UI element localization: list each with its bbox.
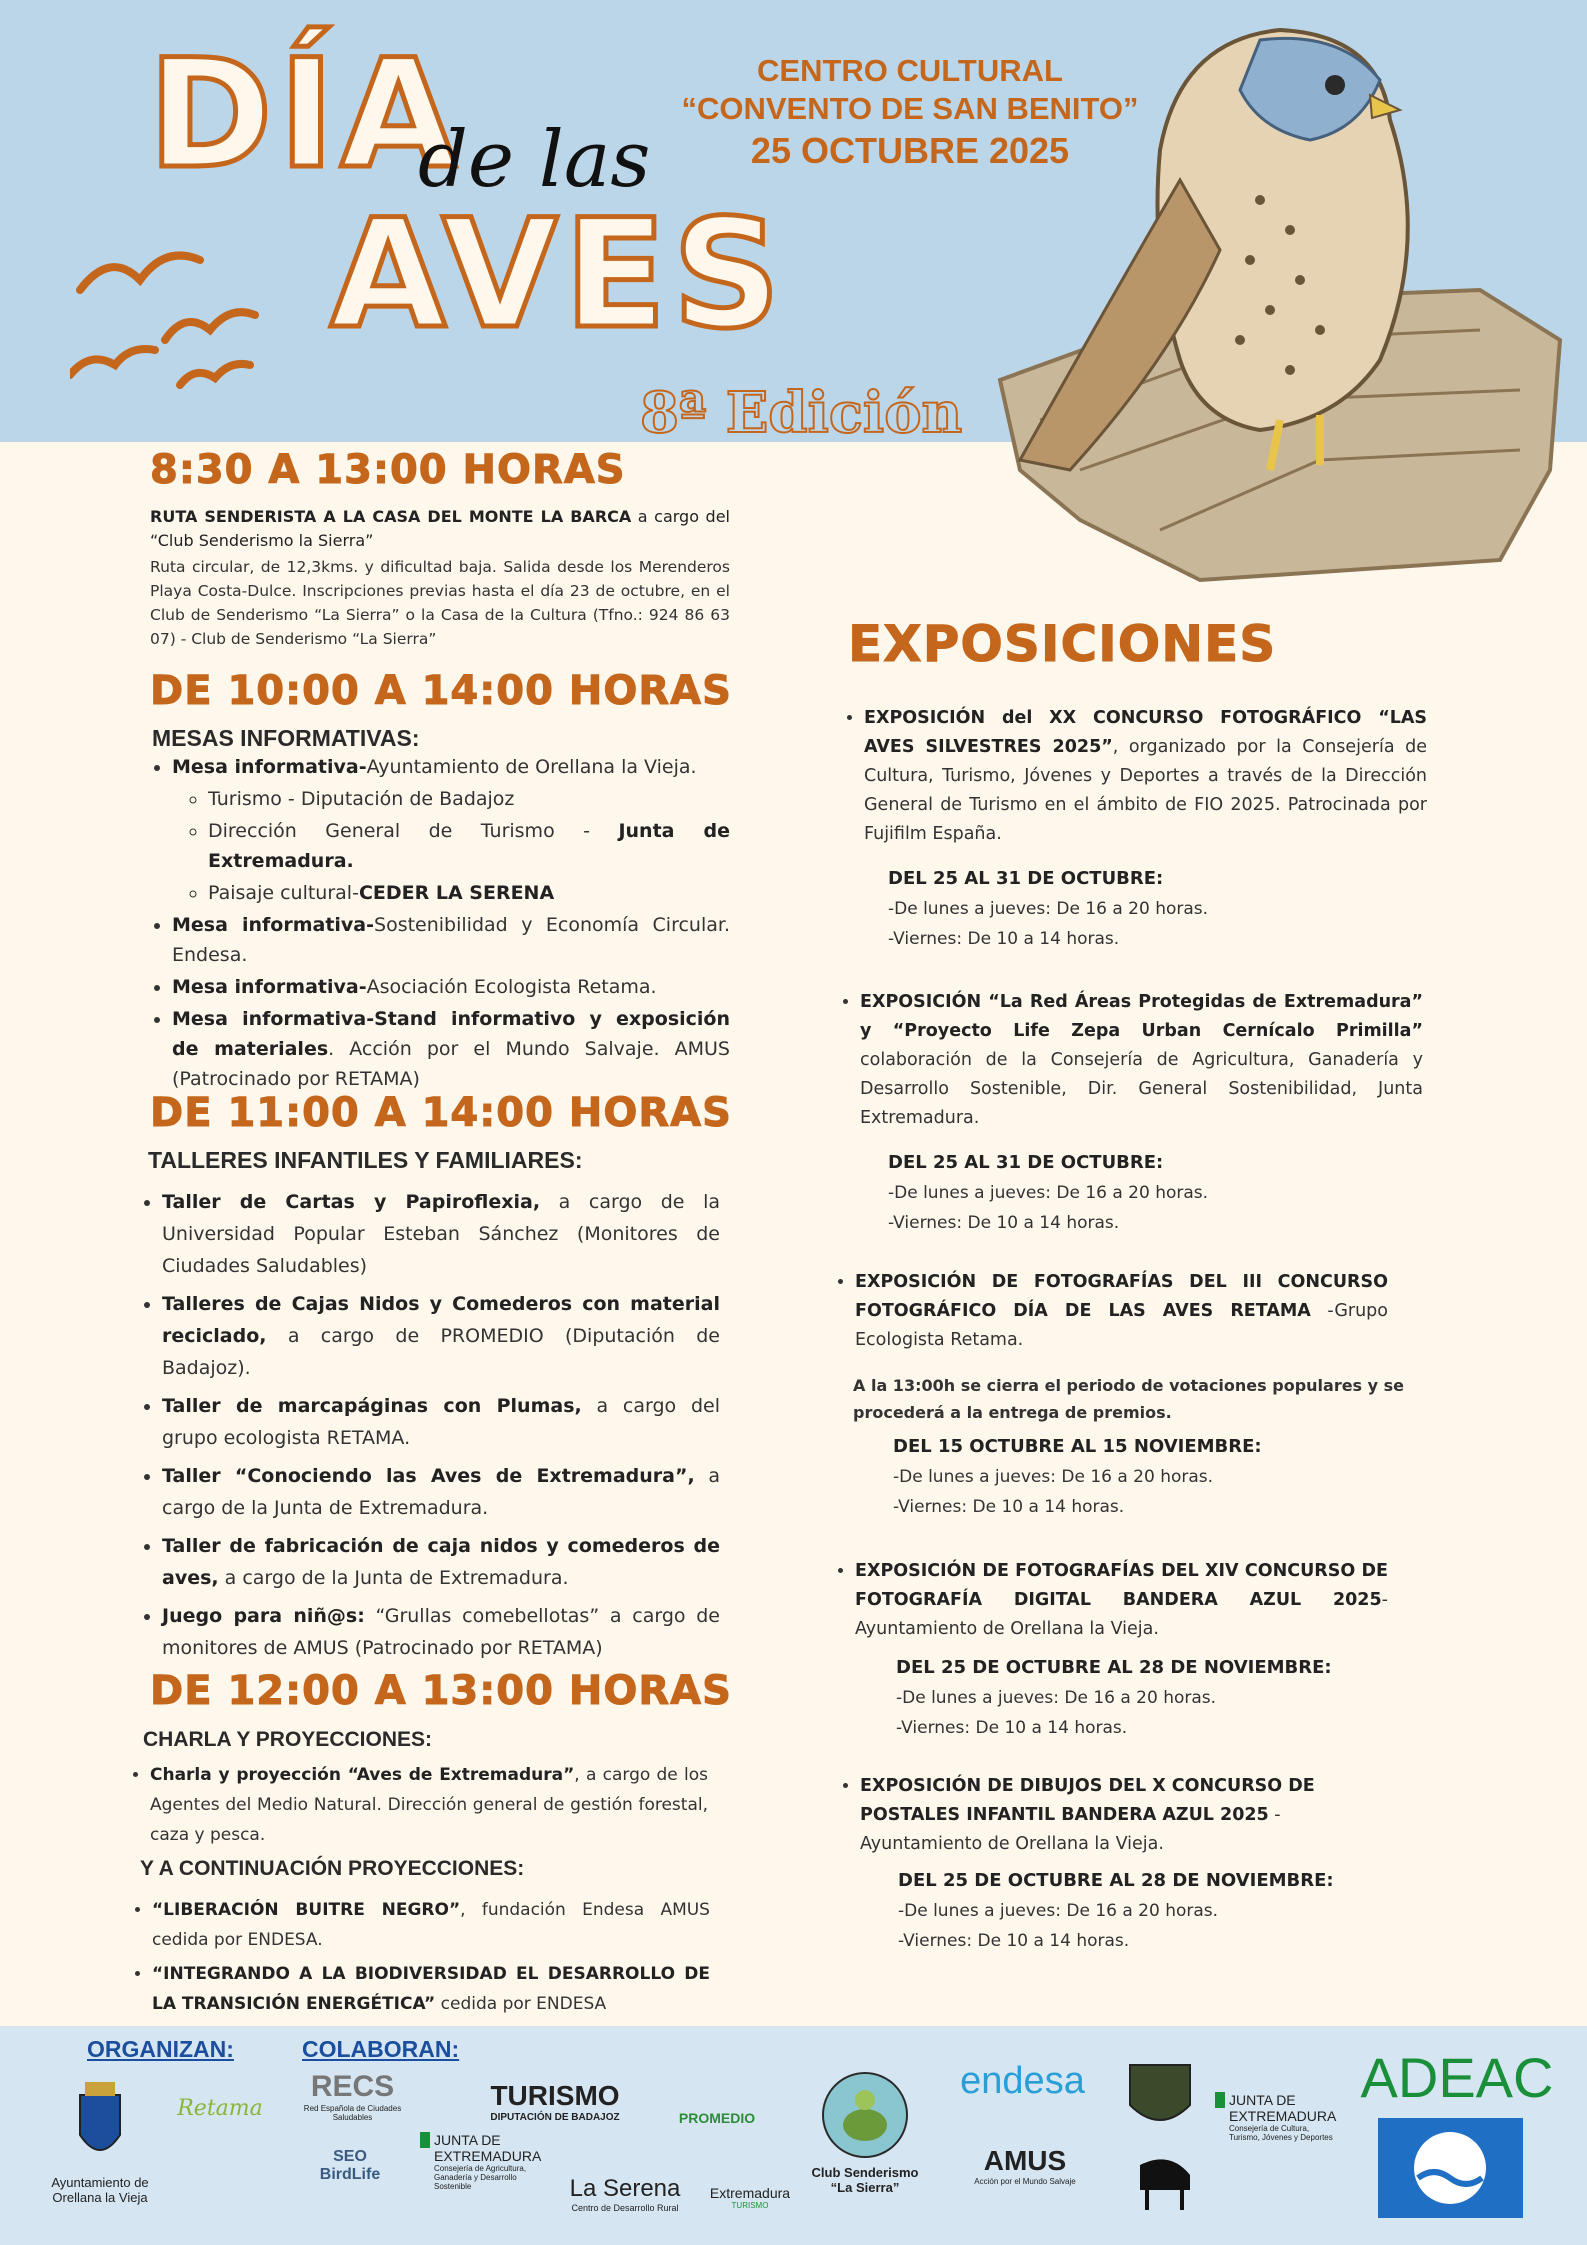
logo-shield bbox=[1125, 2060, 1195, 2140]
logo-turismo-badajoz: TURISMO DIPUTACIÓN DE BADAJOZ bbox=[490, 2080, 620, 2123]
exhibition-3-dates: DEL 15 OCTUBRE AL 15 NOVIEMBRE: -De lunes a jueves: De 16 a 20 horas. -Viernes: De 10 a 14 horas. bbox=[893, 1436, 1262, 1517]
logo-endesa: endesa bbox=[960, 2060, 1085, 2102]
exhibition-3: • EXPOSICIÓN DE FOTOGRAFÍAS DEL III CONCURSO FOTOGRÁFICO DÍA DE LAS AVES RETAMA -Grupo Ecologista Retama. bbox=[833, 1268, 1388, 1357]
piano-icon bbox=[1130, 2145, 1200, 2215]
exhibition-2-dates: DEL 25 AL 31 DE OCTUBRE: -De lunes a jueves: De 16 a 20 horas. -Viernes: De 10 a 14 horas. bbox=[888, 1152, 1209, 1233]
event-date: 25 OCTUBRE 2025 bbox=[750, 130, 1070, 171]
logo-ayuntamiento: Ayuntamiento de Orellana la Vieja bbox=[40, 2080, 160, 2205]
footer-band bbox=[0, 2026, 1587, 2245]
section3-subtitle: TALLERES INFANTILES Y FAMILIARES: bbox=[148, 1147, 583, 1173]
list-item: • Mesa informativa-Ayuntamiento de Orellana la Vieja. bbox=[172, 752, 730, 782]
route-description: Ruta circular, de 12,3kms. y dificultad baja. Salida desde los Merenderos Playa Costa-Dulce. Inscripciones previas hasta el día 23 de octubre, en el Club de Senderismo “La Sierra” o la Casa de la Cultura (Tfno.: 924 86 63 07) - Club de Senderismo “La Sierra” bbox=[150, 558, 730, 648]
municipal-shield-icon bbox=[1125, 2060, 1195, 2135]
turtle-mascot-icon bbox=[820, 2070, 910, 2160]
coat-of-arms-icon bbox=[65, 2080, 135, 2170]
list-item: • Charla y proyección “Aves de Extremadura”, a cargo de los Agentes del Medio Natural. Dirección general de gestión forestal, caza y pesca. bbox=[150, 1760, 708, 1850]
section1-heading: 8:30 A 13:00 HORAS bbox=[150, 447, 626, 493]
collaborators-label: COLABORAN: bbox=[302, 2036, 460, 2062]
logo-recs: RECS Red Española de Ciudades Saludables bbox=[303, 2070, 402, 2122]
list-item: • Taller de fabricación de caja nidos y comederos de aves, a cargo de la Junta de Extremadura. bbox=[162, 1530, 720, 1594]
logo-bandera-azul bbox=[1378, 2118, 1523, 2223]
exhibition-5: • EXPOSICIÓN DE DIBUJOS DEL X CONCURSO DE POSTALES INFANTIL BANDERA AZUL 2025 - Ayuntamiento de Orellana la Vieja. bbox=[838, 1772, 1398, 1861]
edition-label: 8ª Edición bbox=[640, 380, 963, 446]
venue-line2: “CONVENTO DE SAN BENITO” bbox=[681, 91, 1139, 126]
list-item: ◦ Turismo - Diputación de Badajoz bbox=[208, 784, 730, 814]
list-item: • Mesa informativa-Stand informativo y exposición de materiales. Acción por el Mundo Salvaje. AMUS (Patrocinado por RETAMA) bbox=[172, 1004, 730, 1094]
logo-piano bbox=[1125, 2145, 1205, 2220]
list-item: ◦ Paisaje cultural-CEDER LA SERENA bbox=[208, 878, 730, 908]
flying-birds-icon bbox=[70, 230, 270, 400]
logo-promedio: PROMEDIO bbox=[678, 2110, 756, 2126]
exhibition-3-note: A la 13:00h se cierra el periodo de votaciones populares y se procederá a la entrega de premios. bbox=[853, 1376, 1405, 1422]
section4-list bbox=[128, 1760, 708, 1852]
venue-line1: CENTRO CULTURAL bbox=[757, 53, 1063, 88]
logo-extremadura-turismo: Extremadura TURISMO bbox=[709, 2185, 791, 2210]
list-item: • Taller de Cartas y Papiroflexia, a cargo de la Universidad Popular Esteban Sánchez (Monitores de Ciudades Saludables) bbox=[162, 1186, 720, 1282]
list-item: • Taller “Conociendo las Aves de Extremadura”, a cargo de la Junta de Extremadura. bbox=[162, 1460, 720, 1524]
section2-list bbox=[150, 752, 730, 1096]
section2-subtitle: MESAS INFORMATIVAS: bbox=[152, 725, 420, 751]
section4-subtitle2: Y A CONTINUACIÓN PROYECCIONES: bbox=[140, 1857, 525, 1880]
organizers-label: ORGANIZAN: bbox=[87, 2036, 234, 2062]
blue-flag-icon bbox=[1378, 2118, 1523, 2218]
list-item: • Mesa informativa-Sostenibilidad y Economía Circular. Endesa. bbox=[172, 910, 730, 970]
logo-amus: AMUS Acción por el Mundo Salvaje bbox=[974, 2145, 1076, 2186]
section3-heading: DE 11:00 A 14:00 HORAS bbox=[150, 1090, 732, 1136]
exhibition-2: • EXPOSICIÓN “La Red Áreas Protegidas de Extremadura” y “Proyecto Life Zepa Urban Cernícalo Primilla” colaboración de la Consejería de Agricultura, Ganadería y Desarrollo Sostenible, Dir. General Sostenibilidad, Junta Extremadura. bbox=[838, 988, 1423, 1135]
section4-subtitle: CHARLA Y PROYECCIONES: bbox=[143, 1728, 432, 1751]
route-title: RUTA SENDERISTA A LA CASA DEL MONTE LA BARCA bbox=[150, 507, 632, 526]
exhibition-4-dates: DEL 25 DE OCTUBRE AL 28 DE NOVIEMBRE: -De lunes a jueves: De 16 a 20 horas. -Viernes: De 10 a 14 horas. bbox=[896, 1657, 1332, 1738]
exhibition-1-dates: DEL 25 AL 31 DE OCTUBRE: -De lunes a jueves: De 16 a 20 horas. -Viernes: De 10 a 14 horas. bbox=[888, 868, 1209, 949]
section4-heading: DE 12:00 A 13:00 HORAS bbox=[150, 1668, 732, 1714]
list-item: • Mesa informativa-Asociación Ecologista Retama. bbox=[172, 972, 730, 1002]
title-dia: DÍA bbox=[148, 28, 463, 202]
title-aves: AVES bbox=[330, 188, 787, 362]
exhibition-4: • EXPOSICIÓN DE FOTOGRAFÍAS DEL XIV CONCURSO DE FOTOGRAFÍA DIGITAL BANDERA AZUL 2025-Ayuntamiento de Orellana la Vieja. bbox=[833, 1557, 1388, 1646]
exhibition-1: • EXPOSICIÓN del XX CONCURSO FOTOGRÁFICO “LAS AVES SILVESTRES 2025”, organizado por la Consejería de Cultura, Turismo, Jóvenes y Deportes a través de la Dirección General de Turismo en el ámbito de FIO 2025. Patrocinada por Fujifilm España. bbox=[842, 704, 1427, 851]
section4-projections bbox=[130, 1895, 710, 2021]
logo-junta-cultura: JUNTA DE EXTREMADURA Consejería de Cultura, Turismo, Jóvenes y Deportes bbox=[1215, 2092, 1335, 2142]
route-title-tail: a cargo del “Club Senderismo la Sierra” bbox=[150, 507, 730, 550]
list-item: • Taller de marcapáginas con Plumas, a cargo del grupo ecologista RETAMA. bbox=[162, 1390, 720, 1454]
list-item: • Juego para niñ@s: “Grullas comebellotas” a cargo de monitores de AMUS (Patrocinado por RETAMA) bbox=[162, 1600, 720, 1664]
logo-adeac: ADEAC bbox=[1360, 2046, 1554, 2109]
exhibitions-heading: EXPOSICIONES bbox=[848, 615, 1277, 673]
exhibition-5-dates: DEL 25 DE OCTUBRE AL 28 DE NOVIEMBRE: -De lunes a jueves: De 16 a 20 horas. -Viernes: De 10 a 14 horas. bbox=[898, 1870, 1334, 1951]
list-item: • “INTEGRANDO A LA BIODIVERSIDAD EL DESARROLLO DE LA TRANSICIÓN ENERGÉTICA” cedida por ENDESA bbox=[152, 1959, 710, 2019]
list-item: • “LIBERACIÓN BUITRE NEGRO”, fundación Endesa AMUS cedida por ENDESA. bbox=[152, 1895, 710, 1955]
section1-body bbox=[150, 505, 730, 651]
logo-la-serena: La Serena Centro de Desarrollo Rural bbox=[569, 2175, 681, 2213]
logo-seo-birdlife: SEO BirdLife bbox=[319, 2148, 381, 2183]
logo-junta-agricultura: JUNTA DE EXTREMADURA Consejería de Agricultura, Ganadería y Desarrollo Sostenible bbox=[420, 2132, 550, 2191]
section3-list bbox=[140, 1186, 720, 1666]
list-item: • Talleres de Cajas Nidos y Comederos con material reciclado, a cargo de PROMEDIO (Diputación de Badajoz). bbox=[162, 1288, 720, 1384]
title-de-las: de las bbox=[418, 115, 651, 205]
logo-club-senderismo: Club Senderismo “La Sierra” bbox=[805, 2070, 925, 2195]
section2-heading: DE 10:00 A 14:00 HORAS bbox=[150, 668, 732, 714]
logo-retama: Retama bbox=[177, 2096, 263, 2121]
list-item: ◦ Dirección General de Turismo - Junta de Extremadura. bbox=[208, 816, 730, 876]
kestrel-illustration-icon bbox=[960, 0, 1580, 600]
